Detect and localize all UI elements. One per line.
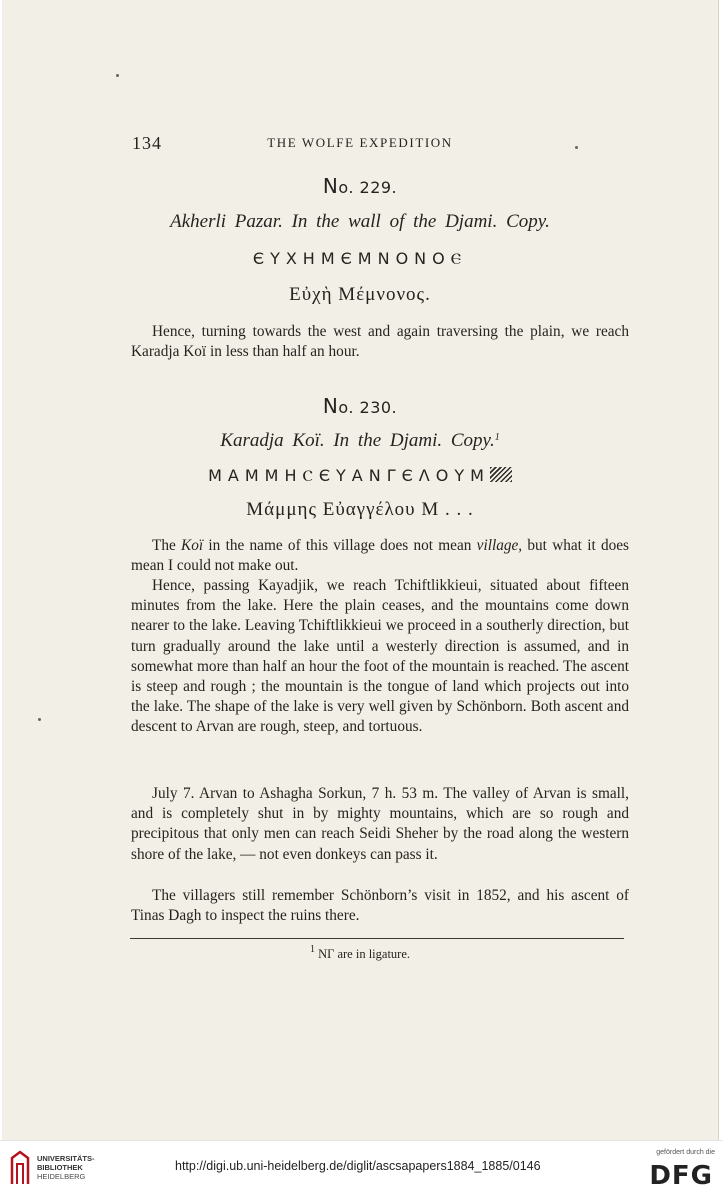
library-name-line2: BIBLIOTHEK [37, 1163, 83, 1172]
scan-speck [116, 74, 119, 77]
inscription-230-heading [2, 394, 718, 418]
paragraph-july-7: July 7. Arvan to Ashagha Sorkun, 7 h. 53 m. The valley of Arvan is small, and is completely shut in by mighty mountains, which are so rough and precipitous that only men can reach Seidi Sheher by the road along the western shore of the lake, — not even donkeys can pass it. [131, 785, 629, 863]
footnote-text: ΝΓ are in ligature. [314, 947, 411, 961]
university-library-logo-icon [8, 1150, 32, 1186]
library-name-line1: UNIVERSITÄTS- [37, 1154, 95, 1163]
inscription-229-greek: Εὐχὴ Μέμνονος. [289, 284, 431, 305]
library-name-line3: HEIDELBERG [37, 1172, 86, 1181]
footnote-reference: 1 [494, 432, 500, 443]
inscription-229-number-prefix: N [322, 174, 339, 198]
footnote-rule [130, 938, 624, 939]
inscription-229-heading [2, 174, 718, 198]
inscription-229-location: Akherli Pazar. In the wall of the Djami. Copy. [170, 211, 550, 232]
permalink-url[interactable]: http://digi.ub.uni-heidelberg.de/diglit/ascsapapers1884_1885/0146 [175, 1159, 541, 1173]
running-head [2, 133, 718, 153]
scanned-page [2, 0, 719, 1140]
scan-speck [575, 146, 578, 149]
viewer-footer [0, 1140, 723, 1195]
inscription-229-uncial: ЄΥΧΗΜЄΜΝΟΝΟⲈ [252, 249, 468, 268]
inscription-230-location-text: Karadja Koï. In the Djami. Copy. [220, 430, 495, 451]
inscription-229-number-suffix: o. 229. [338, 178, 398, 197]
paragraph-kayadjik: Hence, passing Kayadjik, we reach Tchiftlikkieui, situated about fifteen minutes from the lake. Here the plain ceases, and the mountains come down nearer to the lake. Leaving Tchiftlikkieui we proceed in a southerly direction, but turn gradually around the lake until a westerly direction is assumed, and in somewhat more than half an hour the foot of the mountain is reached. The ascent is steep and rough ; the mountain is the tongue of land which projects out into the lake. The shape of the lake is very well given by Schönborn. Both ascent and descent to Arvan are rough, steep, and tortuous. [131, 577, 629, 736]
para1-middle: in the name of this village does not mean [203, 537, 477, 554]
running-title: THE WOLFE EXPEDITION [267, 135, 453, 150]
damaged-text-hatch-icon [490, 467, 512, 482]
para1-village: village, [476, 537, 523, 554]
inscription-230-uncial-text: ΜΑΜΜΗⲤЄΥΑΝΓЄΛΟΥΜ [208, 466, 490, 485]
para1-lead: The [152, 537, 182, 554]
inscription-230-location [2, 430, 718, 452]
inscription-230-uncial [2, 466, 718, 486]
inscription-230-number-prefix: N [322, 394, 339, 418]
inscription-230-number-suffix: o. 230. [338, 398, 398, 417]
paragraph-koi-meaning [131, 536, 629, 576]
inscription-230-greek: Μάμμης Εὐαγγέλου Μ . . . [246, 499, 474, 520]
funded-by-label: gefördert durch die [656, 1149, 715, 1156]
library-name [37, 1154, 95, 1181]
paragraph-villagers: The villagers still remember Schönborn’s visit in 1852, and his ascent of Tinas Dagh to inspect the ruins there. [131, 887, 629, 925]
paragraph-after-229: Hence, turning towards the west and again traversing the plain, we reach Karadja Koï in less than half an hour. [131, 323, 629, 361]
footnote [2, 944, 718, 962]
page-number: 134 [132, 133, 162, 153]
footnote-marker: 1 [309, 944, 315, 955]
dfg-logo: DFG [649, 1161, 713, 1191]
para1-tail: but what it does mean I could not make out. [131, 537, 629, 575]
scan-speck [38, 718, 41, 721]
para1-koi: Koï [181, 537, 204, 554]
